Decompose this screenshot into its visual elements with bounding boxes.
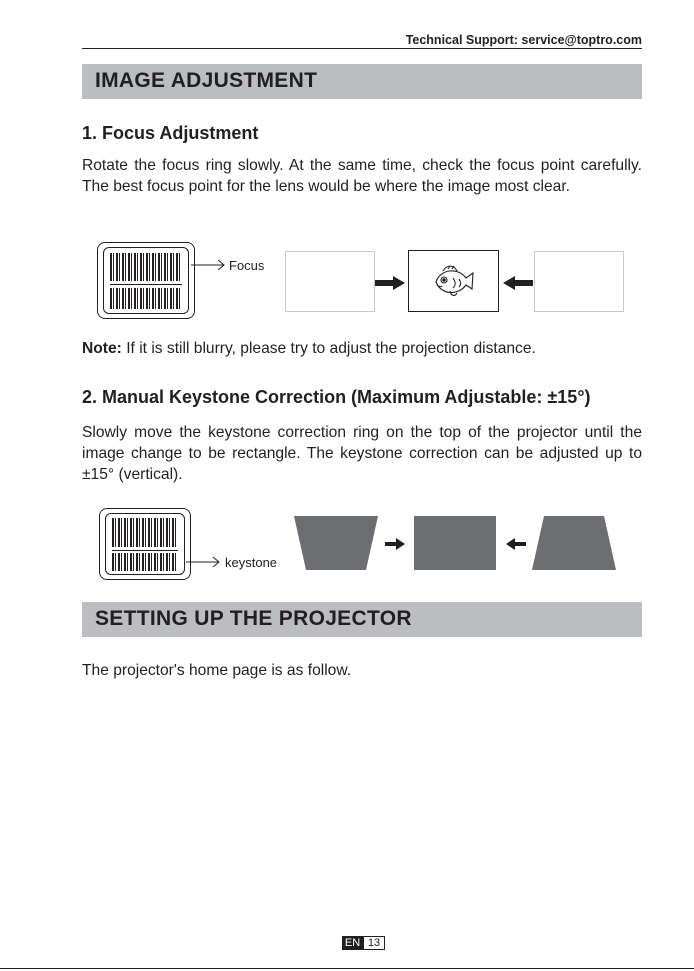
- focus-heading: 1. Focus Adjustment: [82, 123, 259, 143]
- focus-pointer-arrow-icon: [191, 258, 227, 272]
- language-badge: EN: [342, 936, 363, 950]
- trapezoid-upright-shape: [532, 516, 616, 570]
- page-number: 13: [363, 936, 385, 950]
- focus-note: [82, 340, 536, 358]
- keystone-pointer-arrow-icon: [186, 555, 222, 569]
- header-divider: [82, 48, 642, 49]
- fish-icon: [409, 251, 498, 311]
- section-title: IMAGE ADJUSTMENT: [95, 69, 318, 92]
- section-bar-image-adjustment: [82, 64, 642, 99]
- trapezoid-inverted-shape: [294, 516, 378, 570]
- focus-ring-illustration: [97, 242, 195, 319]
- keystone-heading: 2. Manual Keystone Correction (Maximum Adjustable: ±15°): [82, 387, 591, 407]
- focus-label: Focus: [229, 258, 265, 273]
- technical-support-line: Technical Support: service@toptro.com: [405, 33, 642, 47]
- arrow-left-icon: [503, 276, 533, 290]
- setup-paragraph: The projector's home page is as follow.: [82, 662, 352, 679]
- section-title: SETTING UP THE PROJECTOR: [95, 607, 412, 630]
- blurry-frame-left: [285, 251, 375, 312]
- arrow-right-icon: [385, 538, 405, 550]
- arrow-left-icon: [506, 538, 526, 550]
- focused-frame: [408, 250, 499, 312]
- note-label: Note:: [82, 340, 122, 357]
- section-bar-setting-up: [82, 602, 642, 637]
- blurry-frame-right: [534, 251, 624, 312]
- keystone-label: keystone: [225, 555, 278, 570]
- footer-divider: [0, 968, 694, 969]
- rectangle-corrected-shape: [414, 516, 496, 570]
- note-text: If it is still blurry, please try to adjust the projection distance.: [121, 340, 536, 357]
- keystone-ring-illustration: [99, 508, 191, 580]
- arrow-right-icon: [375, 276, 405, 290]
- keystone-paragraph: Slowly move the keystone correction ring on the top of the projector until the image change to be rectangle. The keystone correction can be adjusted up to ±15° (vertical).: [82, 424, 642, 483]
- focus-paragraph: Rotate the focus ring slowly. At the same time, check the focus point carefully. The best focus point for the lens would be where the image most clear.: [82, 157, 642, 195]
